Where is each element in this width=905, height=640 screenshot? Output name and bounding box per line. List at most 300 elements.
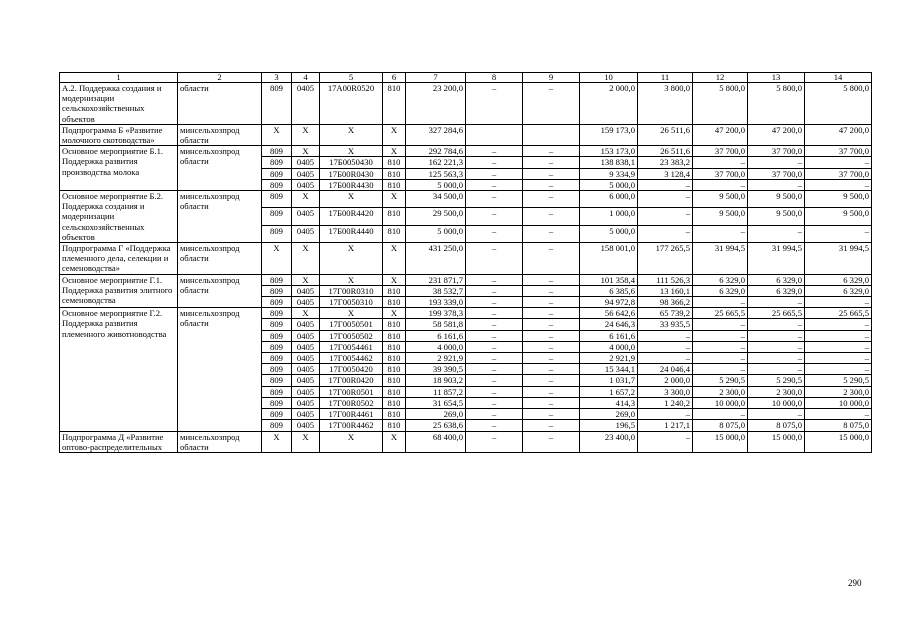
value-cell-col-10: 9 334,9 [580, 168, 638, 179]
value-cell-col-12: 6 329,0 [693, 274, 748, 285]
value-cell-col-13: 37 700,0 [748, 168, 805, 179]
value-cell-col-13: – [748, 364, 805, 375]
value-cell-col-8: – [466, 420, 523, 431]
value-cell-col-7: 25 638,6 [406, 420, 466, 431]
program-name-cell: Подпрограмма Д «Развитие оптово-распределительных [60, 431, 178, 452]
value-cell-col-3: 809 [262, 341, 292, 352]
value-cell-col-11: 3 300,0 [638, 386, 693, 397]
value-cell-col-5: 17Г00R4462 [320, 420, 383, 431]
value-cell-col-10: 4 000,0 [580, 341, 638, 352]
value-cell-col-8: – [466, 83, 523, 125]
value-cell-col-8: – [466, 208, 523, 225]
value-cell-col-5: 17А00R0520 [320, 83, 383, 125]
value-cell-col-13: 31 994,5 [748, 243, 805, 275]
value-cell-col-5: 17Г0050310 [320, 297, 383, 308]
value-cell-col-4: 0405 [292, 386, 320, 397]
value-cell-col-14: 15 000,0 [805, 431, 872, 452]
value-cell-col-14: – [805, 225, 872, 242]
value-cell-col-14: 37 700,0 [805, 146, 872, 157]
value-cell-col-14: 47 200,0 [805, 124, 872, 145]
value-cell-col-10: 269,0 [580, 409, 638, 420]
value-cell-col-10: 2 921,9 [580, 353, 638, 364]
value-cell-col-3: 809 [262, 409, 292, 420]
value-cell-col-4: Х [292, 431, 320, 452]
value-cell-col-14: – [805, 364, 872, 375]
value-cell-col-13: 6 329,0 [748, 285, 805, 296]
value-cell-col-14: – [805, 297, 872, 308]
responsible-executor-cell: минсельхозпрод области [178, 308, 262, 431]
table-row [60, 146, 872, 157]
page-number: 290 [848, 578, 862, 588]
value-cell-col-11: 98 366,2 [638, 297, 693, 308]
value-cell-col-7: 292 784,6 [406, 146, 466, 157]
value-cell-col-8: – [466, 353, 523, 364]
budget-table [59, 72, 872, 453]
value-cell-col-11: 3 800,0 [638, 83, 693, 125]
value-cell-col-5: 17Г0050420 [320, 364, 383, 375]
value-cell-col-4: Х [292, 124, 320, 145]
value-cell-col-3: 809 [262, 274, 292, 285]
value-cell-col-11: – [638, 330, 693, 341]
value-cell-col-3: Х [262, 431, 292, 452]
value-cell-col-9: – [523, 146, 580, 157]
value-cell-col-7: 431 250,0 [406, 243, 466, 275]
value-cell-col-9: – [523, 297, 580, 308]
value-cell-col-11: 23 383,2 [638, 157, 693, 168]
value-cell-col-13: 8 075,0 [748, 420, 805, 431]
value-cell-col-12: – [693, 341, 748, 352]
program-name-cell: А.2. Поддержка создания и модернизации сельскохозяйственных объектов [60, 83, 178, 125]
value-cell-col-7: 4 000,0 [406, 341, 466, 352]
value-cell-col-5: 17Г00R0501 [320, 386, 383, 397]
value-cell-col-12: 9 500,0 [693, 191, 748, 208]
value-cell-col-9: – [523, 409, 580, 420]
program-name-cell: Основное мероприятие Г.2. Поддержка развития племенного животноводства [60, 308, 178, 431]
value-cell-col-4: 0405 [292, 364, 320, 375]
value-cell-col-8: – [466, 157, 523, 168]
value-cell-col-11: – [638, 353, 693, 364]
value-cell-col-5: Х [320, 146, 383, 157]
value-cell-col-6: Х [383, 243, 406, 275]
value-cell-col-5: Х [320, 124, 383, 145]
value-cell-col-14: – [805, 179, 872, 190]
value-cell-col-12: 2 300,0 [693, 386, 748, 397]
value-cell-col-5: 17Б00R4420 [320, 208, 383, 225]
value-cell-col-13: – [748, 409, 805, 420]
value-cell-col-6: 810 [383, 157, 406, 168]
value-cell-col-10: 138 838,1 [580, 157, 638, 168]
value-cell-col-4: 0405 [292, 179, 320, 190]
value-cell-col-10: 5 000,0 [580, 179, 638, 190]
value-cell-col-9: – [523, 191, 580, 208]
value-cell-col-7: 5 000,0 [406, 179, 466, 190]
value-cell-col-4: 0405 [292, 375, 320, 386]
value-cell-col-11: 33 935,5 [638, 319, 693, 330]
value-cell-col-9: – [523, 386, 580, 397]
table-row [60, 274, 872, 285]
value-cell-col-12: 9 500,0 [693, 208, 748, 225]
column-header-6: 6 [383, 73, 406, 83]
value-cell-col-12: – [693, 225, 748, 242]
value-cell-col-5: Х [320, 191, 383, 208]
value-cell-col-8: – [466, 341, 523, 352]
value-cell-col-12: – [693, 409, 748, 420]
value-cell-col-5: Х [320, 431, 383, 452]
value-cell-col-11: 13 160,1 [638, 285, 693, 296]
value-cell-col-14: 9 500,0 [805, 208, 872, 225]
value-cell-col-10: 56 642,6 [580, 308, 638, 319]
value-cell-col-9 [523, 124, 580, 145]
value-cell-col-10: 153 173,0 [580, 146, 638, 157]
value-cell-col-7: 39 390,5 [406, 364, 466, 375]
value-cell-col-4: Х [292, 274, 320, 285]
value-cell-col-5: 17Г00R0310 [320, 285, 383, 296]
column-header-7: 7 [406, 73, 466, 83]
responsible-executor-cell: минсельхозпрод области [178, 243, 262, 275]
table-row [60, 243, 872, 275]
value-cell-col-13: 25 665,5 [748, 308, 805, 319]
value-cell-col-7: 68 400,0 [406, 431, 466, 452]
value-cell-col-9: – [523, 375, 580, 386]
value-cell-col-10: 1 031,7 [580, 375, 638, 386]
value-cell-col-14: 6 329,0 [805, 274, 872, 285]
value-cell-col-14: – [805, 157, 872, 168]
value-cell-col-14: 31 994,5 [805, 243, 872, 275]
value-cell-col-3: 809 [262, 420, 292, 431]
value-cell-col-3: 809 [262, 297, 292, 308]
value-cell-col-14: 25 665,5 [805, 308, 872, 319]
column-header-10: 10 [580, 73, 638, 83]
value-cell-col-7: 23 200,0 [406, 83, 466, 125]
responsible-executor-cell: области [178, 83, 262, 125]
value-cell-col-4: 0405 [292, 168, 320, 179]
value-cell-col-11: 26 511,6 [638, 146, 693, 157]
value-cell-col-4: 0405 [292, 225, 320, 242]
value-cell-col-9: – [523, 285, 580, 296]
value-cell-col-5: Х [320, 243, 383, 275]
value-cell-col-9: – [523, 208, 580, 225]
value-cell-col-13: – [748, 341, 805, 352]
value-cell-col-6: Х [383, 146, 406, 157]
value-cell-col-3: 809 [262, 179, 292, 190]
value-cell-col-7: 327 284,6 [406, 124, 466, 145]
value-cell-col-12: 15 000,0 [693, 431, 748, 452]
table-row [60, 124, 872, 145]
value-cell-col-4: Х [292, 243, 320, 275]
value-cell-col-4: Х [292, 191, 320, 208]
value-cell-col-4: 0405 [292, 157, 320, 168]
value-cell-col-11: 2 000,0 [638, 375, 693, 386]
program-name-cell: Подпрограмма Г «Поддержка племенного дела, селекции и семеноводства» [60, 243, 178, 275]
value-cell-col-12: 37 700,0 [693, 146, 748, 157]
column-header-8: 8 [466, 73, 523, 83]
value-cell-col-4: 0405 [292, 297, 320, 308]
value-cell-col-3: 809 [262, 208, 292, 225]
value-cell-col-5: 17Г00R0502 [320, 397, 383, 408]
value-cell-col-7: 2 921,9 [406, 353, 466, 364]
value-cell-col-4: 0405 [292, 341, 320, 352]
value-cell-col-6: 810 [383, 319, 406, 330]
value-cell-col-7: 5 000,0 [406, 225, 466, 242]
value-cell-col-9: – [523, 308, 580, 319]
column-header-14: 14 [805, 73, 872, 83]
value-cell-col-8: – [466, 191, 523, 208]
value-cell-col-11: 1 217,1 [638, 420, 693, 431]
value-cell-col-13: – [748, 330, 805, 341]
column-header-9: 9 [523, 73, 580, 83]
value-cell-col-3: 809 [262, 330, 292, 341]
value-cell-col-10: 1 657,2 [580, 386, 638, 397]
value-cell-col-4: 0405 [292, 285, 320, 296]
value-cell-col-10: 15 344,1 [580, 364, 638, 375]
value-cell-col-13: – [748, 157, 805, 168]
value-cell-col-14: 10 000,0 [805, 397, 872, 408]
value-cell-col-12: – [693, 157, 748, 168]
value-cell-col-14: 8 075,0 [805, 420, 872, 431]
value-cell-col-6: 810 [383, 420, 406, 431]
value-cell-col-14: 5 800,0 [805, 83, 872, 125]
value-cell-col-12: – [693, 297, 748, 308]
value-cell-col-7: 162 221,3 [406, 157, 466, 168]
value-cell-col-6: 810 [383, 225, 406, 242]
value-cell-col-4: 0405 [292, 319, 320, 330]
value-cell-col-4: 0405 [292, 330, 320, 341]
value-cell-col-10: 94 972,8 [580, 297, 638, 308]
value-cell-col-5: 17Б00R4430 [320, 179, 383, 190]
value-cell-col-10: 101 358,4 [580, 274, 638, 285]
value-cell-col-8: – [466, 285, 523, 296]
value-cell-col-11: – [638, 191, 693, 208]
value-cell-col-3: 809 [262, 397, 292, 408]
value-cell-col-8: – [466, 308, 523, 319]
value-cell-col-8: – [466, 274, 523, 285]
value-cell-col-8: – [466, 386, 523, 397]
value-cell-col-13: 5 290,5 [748, 375, 805, 386]
value-cell-col-6: 810 [383, 285, 406, 296]
value-cell-col-13: 15 000,0 [748, 431, 805, 452]
value-cell-col-9: – [523, 243, 580, 275]
value-cell-col-13: 6 329,0 [748, 274, 805, 285]
value-cell-col-10: 158 001,0 [580, 243, 638, 275]
value-cell-col-6: 810 [383, 330, 406, 341]
value-cell-col-5: Х [320, 308, 383, 319]
value-cell-col-4: Х [292, 146, 320, 157]
value-cell-col-8: – [466, 375, 523, 386]
value-cell-col-3: 809 [262, 375, 292, 386]
value-cell-col-10: 23 400,0 [580, 431, 638, 452]
value-cell-col-12: 10 000,0 [693, 397, 748, 408]
value-cell-col-8: – [466, 146, 523, 157]
value-cell-col-13: – [748, 225, 805, 242]
value-cell-col-7: 38 532,7 [406, 285, 466, 296]
value-cell-col-14: 2 300,0 [805, 386, 872, 397]
value-cell-col-13: 9 500,0 [748, 208, 805, 225]
value-cell-col-4: 0405 [292, 83, 320, 125]
value-cell-col-5: 17Г0054461 [320, 341, 383, 352]
column-header-12: 12 [693, 73, 748, 83]
value-cell-col-12: – [693, 353, 748, 364]
value-cell-col-4: Х [292, 308, 320, 319]
value-cell-col-7: 18 903,2 [406, 375, 466, 386]
value-cell-col-9: – [523, 225, 580, 242]
value-cell-col-6: Х [383, 308, 406, 319]
value-cell-col-6: 810 [383, 353, 406, 364]
value-cell-col-9: – [523, 168, 580, 179]
value-cell-col-5: 17Г0054462 [320, 353, 383, 364]
value-cell-col-10: 159 173,0 [580, 124, 638, 145]
value-cell-col-10: 196,5 [580, 420, 638, 431]
value-cell-col-6: 810 [383, 397, 406, 408]
value-cell-col-7: 231 871,7 [406, 274, 466, 285]
value-cell-col-3: 809 [262, 285, 292, 296]
value-cell-col-13: 47 200,0 [748, 124, 805, 145]
value-cell-col-12: 5 290,5 [693, 375, 748, 386]
value-cell-col-8: – [466, 319, 523, 330]
value-cell-col-7: 31 654,5 [406, 397, 466, 408]
value-cell-col-12: 47 200,0 [693, 124, 748, 145]
value-cell-col-7: 11 857,2 [406, 386, 466, 397]
table-row [60, 431, 872, 452]
responsible-executor-cell: минсельхозпрод области [178, 431, 262, 452]
value-cell-col-6: 810 [383, 297, 406, 308]
value-cell-col-6: Х [383, 431, 406, 452]
value-cell-col-9: – [523, 364, 580, 375]
value-cell-col-13: 5 800,0 [748, 83, 805, 125]
value-cell-col-4: 0405 [292, 353, 320, 364]
value-cell-col-8: – [466, 397, 523, 408]
program-name-cell: Основное мероприятие Б.2. Поддержка создания и модернизации сельскохозяйственных объектов [60, 191, 178, 243]
responsible-executor-cell: минсельхозпрод области [178, 191, 262, 243]
value-cell-col-7: 269,0 [406, 409, 466, 420]
value-cell-col-4: 0405 [292, 420, 320, 431]
value-cell-col-14: 5 290,5 [805, 375, 872, 386]
value-cell-col-11: – [638, 225, 693, 242]
value-cell-col-6: 810 [383, 179, 406, 190]
value-cell-col-14: – [805, 409, 872, 420]
value-cell-col-8: – [466, 297, 523, 308]
value-cell-col-7: 199 378,3 [406, 308, 466, 319]
value-cell-col-6: Х [383, 124, 406, 145]
value-cell-col-3: 809 [262, 319, 292, 330]
value-cell-col-8: – [466, 225, 523, 242]
value-cell-col-5: 17Г0050501 [320, 319, 383, 330]
value-cell-col-5: 17Б00R4440 [320, 225, 383, 242]
value-cell-col-12: – [693, 319, 748, 330]
value-cell-col-5: 17Г0050502 [320, 330, 383, 341]
value-cell-col-8: – [466, 330, 523, 341]
column-number-row [60, 73, 872, 83]
value-cell-col-7: 6 161,6 [406, 330, 466, 341]
value-cell-col-4: 0405 [292, 409, 320, 420]
value-cell-col-13: – [748, 179, 805, 190]
value-cell-col-6: 810 [383, 409, 406, 420]
value-cell-col-10: 6 161,6 [580, 330, 638, 341]
responsible-executor-cell: минсельхозпрод области [178, 124, 262, 145]
value-cell-col-9: – [523, 420, 580, 431]
column-header-5: 5 [320, 73, 383, 83]
value-cell-col-6: Х [383, 191, 406, 208]
value-cell-col-3: Х [262, 124, 292, 145]
value-cell-col-11: 65 739,2 [638, 308, 693, 319]
value-cell-col-4: 0405 [292, 208, 320, 225]
value-cell-col-11: – [638, 409, 693, 420]
column-header-1: 1 [60, 73, 178, 83]
value-cell-col-14: – [805, 341, 872, 352]
value-cell-col-7: 58 581,8 [406, 319, 466, 330]
value-cell-col-13: 37 700,0 [748, 146, 805, 157]
value-cell-col-10: 6 385,6 [580, 285, 638, 296]
value-cell-col-9: – [523, 83, 580, 125]
value-cell-col-12: – [693, 330, 748, 341]
value-cell-col-12: 37 700,0 [693, 168, 748, 179]
value-cell-col-11: 111 526,3 [638, 274, 693, 285]
value-cell-col-3: 809 [262, 83, 292, 125]
value-cell-col-11: – [638, 179, 693, 190]
value-cell-col-6: 810 [383, 375, 406, 386]
value-cell-col-9: – [523, 330, 580, 341]
value-cell-col-14: 9 500,0 [805, 191, 872, 208]
value-cell-col-11: 177 265,5 [638, 243, 693, 275]
value-cell-col-3: 809 [262, 364, 292, 375]
value-cell-col-9: – [523, 431, 580, 452]
value-cell-col-13: – [748, 319, 805, 330]
column-header-11: 11 [638, 73, 693, 83]
value-cell-col-13: 10 000,0 [748, 397, 805, 408]
value-cell-col-11: 1 240,2 [638, 397, 693, 408]
value-cell-col-8: – [466, 243, 523, 275]
program-name-cell: Основное мероприятие Б.1. Поддержка развития производства молока [60, 146, 178, 191]
value-cell-col-5: Х [320, 274, 383, 285]
value-cell-col-5: 17Г00R0420 [320, 375, 383, 386]
value-cell-col-6: 810 [383, 83, 406, 125]
table-row [60, 83, 872, 125]
value-cell-col-12: 5 800,0 [693, 83, 748, 125]
value-cell-col-14: 6 329,0 [805, 285, 872, 296]
value-cell-col-5: 17Г00R4461 [320, 409, 383, 420]
value-cell-col-3: 809 [262, 157, 292, 168]
value-cell-col-7: 125 563,3 [406, 168, 466, 179]
value-cell-col-10: 2 000,0 [580, 83, 638, 125]
value-cell-col-11: 24 046,4 [638, 364, 693, 375]
value-cell-col-10: 1 000,0 [580, 208, 638, 225]
value-cell-col-3: 809 [262, 168, 292, 179]
value-cell-col-8 [466, 124, 523, 145]
value-cell-col-9: – [523, 319, 580, 330]
value-cell-col-12: – [693, 179, 748, 190]
value-cell-col-9: – [523, 341, 580, 352]
value-cell-col-7: 193 339,0 [406, 297, 466, 308]
value-cell-col-3: 809 [262, 308, 292, 319]
value-cell-col-13: – [748, 353, 805, 364]
value-cell-col-14: – [805, 319, 872, 330]
value-cell-col-11: – [638, 431, 693, 452]
value-cell-col-12: 25 665,5 [693, 308, 748, 319]
value-cell-col-13: – [748, 297, 805, 308]
value-cell-col-9: – [523, 397, 580, 408]
value-cell-col-6: Х [383, 274, 406, 285]
value-cell-col-3: 809 [262, 191, 292, 208]
value-cell-col-10: 6 000,0 [580, 191, 638, 208]
value-cell-col-6: 810 [383, 386, 406, 397]
program-name-cell: Основное мероприятие Г.1. Поддержка развития элитного семеноводства [60, 274, 178, 308]
value-cell-col-10: 414,3 [580, 397, 638, 408]
value-cell-col-8: – [466, 409, 523, 420]
column-header-2: 2 [178, 73, 262, 83]
value-cell-col-3: 809 [262, 353, 292, 364]
value-cell-col-12: – [693, 364, 748, 375]
value-cell-col-5: 17Б0050430 [320, 157, 383, 168]
value-cell-col-14: – [805, 353, 872, 364]
